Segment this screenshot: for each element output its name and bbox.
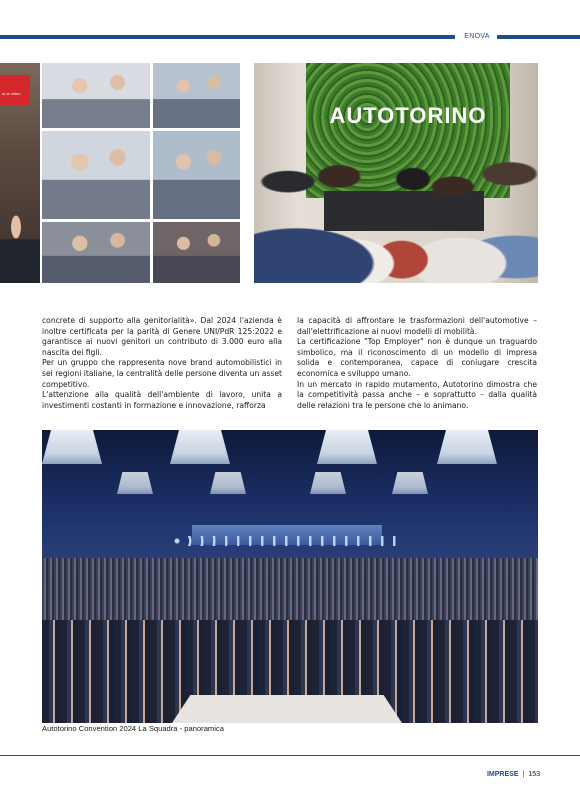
footer-rule [0,755,580,756]
page-footer [487,771,540,778]
ceiling-lamp [210,472,246,494]
section-tag: ENOVA [464,33,490,40]
paragraph: Per un gruppo che rappresenta nove brand automobilistici in sei regioni italiane, la centralità delle persone diventa un asset competitivo. [42,358,282,389]
person-figure [0,203,40,283]
footer-separator: | [522,771,525,778]
collage-photo-audience [42,222,150,283]
collage-photo-conversation [153,222,240,283]
red-badge [0,75,30,105]
article-column-right [297,316,537,411]
paragraph: La certificazione "Top Employer" non è dunque un traguardo simbolico, ma il riconoscimento di un modello di impresa solida e contemporanea, capace di coniugare crescita economica e sviluppo umano. [297,337,537,378]
ceiling-lamp [42,430,102,464]
ceiling-lamp [117,472,153,494]
page-number: 153 [528,771,540,778]
collage-photo-office [153,63,240,128]
paragraph: concrete di supporto alla genitorialità». Dal 2024 l'azienda è inoltre certificata per la parità di Genere UNI/PdR 125:2022 e garantisce ai nuovi genitori un contributo di 3.000 euro alla nascita dei figli. [42,316,282,357]
paragraph: L'attenzione alla qualità dell'ambiente di lavoro, unita a investimenti costanti in formazione e innovazione, rafforza [42,390,282,410]
badge-text: ui or video [2,91,21,96]
stage-floor [172,695,402,723]
header-rule-right [497,35,580,39]
collage-photo-laptop [153,131,240,219]
people-group [254,153,538,283]
ceiling-lamp [170,430,230,464]
ceiling-lamp [392,472,428,494]
ceiling-lamp [310,472,346,494]
article-column-left [42,316,282,411]
header-rule-left [0,35,455,39]
ceiling-lamp [317,430,377,464]
convention-panorama-photo [42,430,538,723]
reception-photo [254,63,538,283]
autotorino-logo: AUTOTORINO [329,103,487,128]
paragraph: In un mercato in rapido mutamento, Autotorino dimostra che la competitività passa anche – e soprattutto – dalla qualità delle relazioni tra le persone che lo animano. [297,379,537,410]
paragraph: la capacità di affrontare le trasformazioni dell'automotive – dall'elettrificazione ai nuovi modelli di mobilità. [297,316,537,336]
collage-photo-tablet [42,131,150,219]
ceiling-lamp [437,430,497,464]
collage-photo-meeting [42,63,150,128]
stage-lights [172,536,402,546]
collage-edge-photo [0,63,40,283]
photo-caption: Autotorino Convention 2024 La Squadra - panoramica [42,724,224,733]
footer-section: IMPRESE [486,771,519,778]
